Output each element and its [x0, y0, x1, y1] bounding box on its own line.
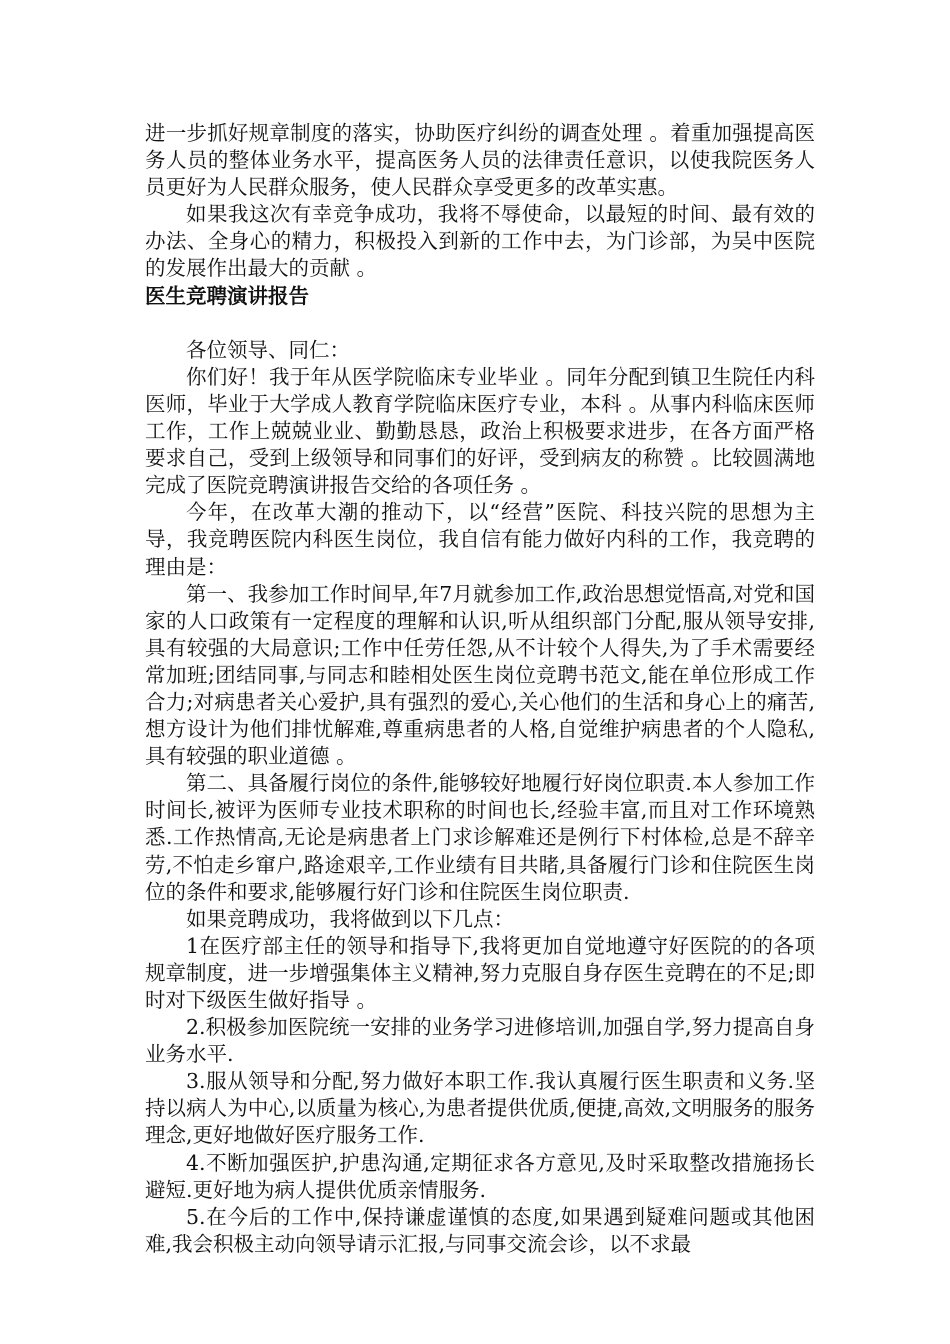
body-paragraph-2: 今年，在改革大潮的推动下，以“经营”医院、科技兴院的思想为主导，我竞聘医院内科医生岗位，我自信有能力做好内科的工作，我竞聘的理由是： [145, 500, 815, 579]
body-paragraph-3: 第一、我参加工作时间早,年7月就参加工作,政治思想觉悟高,对党和国家的人口政策有一定程度的理解和认识,听从组织部门分配,服从领导安排,具有较强的大局意识;工作中任劳任怨,从不计较个人得失,为了手术需要经常加班;团结同事,与同志和睦相处医生岗位竞聘书范文,能在单位形成工作合力;对病患者关心爱护,具有强烈的爱心,关心他们的生活和身心上的痛苦,想方设计为他们排忧解难,尊重病患者的人格,自觉维护病患者的个人隐私,具有较强的职业道德 。 [145, 581, 815, 769]
body-paragraph-4: 第二、具备履行岗位的条件,能够较好地履行好岗位职责.本人参加工作时间长,被评为医师专业技术职称的时间也长,经验丰富,而且对工作环境熟悉.工作热情高,无论是病患者上门求诊解难还是例行下村体检,总是不辞辛劳,不怕走乡窜户,路途艰辛,工作业绩有目共睹,具备履行门诊和住院医生岗位的条件和要求,能够履行好门诊和住院医生岗位职责. [145, 771, 815, 904]
intro-paragraph-2: 如果我这次有幸竞争成功，我将不辱使命，以最短的时间、最有效的办法、全身心的精力，积极投入到新的工作中去，为门诊部，为吴中医院的发展作出最大的贡献 。 [145, 202, 815, 281]
list-item-2: 2.积极参加医院统一安排的业务学习进修培训,加强自学,努力提高自身业务水平. [145, 1015, 815, 1067]
intro-paragraph-1: 进一步抓好规章制度的落实，协助医疗纠纷的调查处理 。着重加强提高医务人员的整体业务水平，提高医务人员的法律责任意识，以使我院医务人员更好为人民群众服务，使人民群众享受更多的改革实惠。 [145, 121, 815, 200]
list-item-1: 1在医疗部主任的领导和指导下,我将更加自觉地遵守好医院的的各项规章制度，进一步增强集体主义精神,努力克服自身存医生竞聘在的不足;即时对下级医生做好指导 。 [145, 933, 815, 1012]
list-item-5: 5.在今后的工作中,保持谦虚谨慎的态度,如果遇到疑难问题或其他困难,我会积极主动向领导请示汇报,与同事交流会诊，以不求最 [145, 1204, 815, 1256]
list-item-4: 4.不断加强医护,护患沟通,定期征求各方意见,及时采取整改措施扬长避短.更好地为病人提供优质亲情服务. [145, 1150, 815, 1202]
blank-line [145, 310, 815, 337]
document-page [145, 120, 815, 1258]
body-paragraph-5: 如果竞聘成功，我将做到以下几点： [186, 906, 514, 931]
body-paragraph-1: 你们好！我于年从医学院临床专业毕业 。同年分配到镇卫生院任内科医师，毕业于大学成人教育学院临床医疗专业，本科 。从事内科临床医师工作，工作上兢兢业业、勤勤恳恳，政治上积极要求进步，在各方面严格要求自己，受到上级领导和同事们的好评，受到病友的称赞 。比较圆满地完成了医院竞聘演讲报告交给的各项任务 。 [145, 364, 815, 498]
salutation: 各位领导、同仁： [186, 337, 350, 362]
document-title: 医生竞聘演讲报告 [145, 283, 309, 308]
list-item-3: 3.服从领导和分配,努力做好本职工作.我认真履行医生职责和义务.坚持以病人为中心,以质量为核心,为患者提供优质,便捷,高效,文明服务的服务理念,更好地做好医疗服务工作. [145, 1069, 815, 1148]
